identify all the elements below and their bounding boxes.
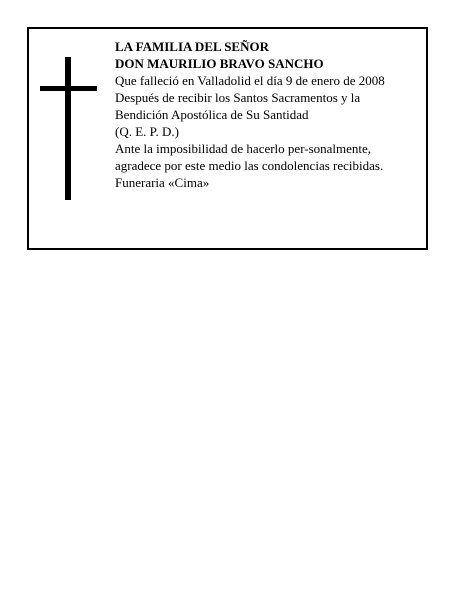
notice-body-line-2: Después de recibir los Santos Sacramentos y la xyxy=(115,90,361,105)
notice-body-line-4: (Q. E. P. D.) xyxy=(115,124,179,139)
notice-heading-line-1: LA FAMILIA DEL SEÑOR xyxy=(115,39,269,54)
notice-body-line-3: Bendición Apostólica de Su Santidad xyxy=(115,107,309,122)
cross-horizontal-bar xyxy=(40,86,97,91)
notice-text xyxy=(115,38,415,191)
obituary-notice xyxy=(27,27,428,250)
cross-vertical-bar xyxy=(65,57,71,200)
notice-body-line-7: Funeraria «Cima» xyxy=(115,175,210,190)
notice-heading-line-2: DON MAURILIO BRAVO SANCHO xyxy=(115,56,324,71)
notice-body-line-6: agradece por este medio las condolencias recibidas. xyxy=(115,158,384,173)
notice-body-line-1: Que falleció en Valladolid el día 9 de enero de 2008 xyxy=(115,73,385,88)
notice-body-line-5: Ante la imposibilidad de hacerlo per-sonalmente, xyxy=(115,141,372,156)
